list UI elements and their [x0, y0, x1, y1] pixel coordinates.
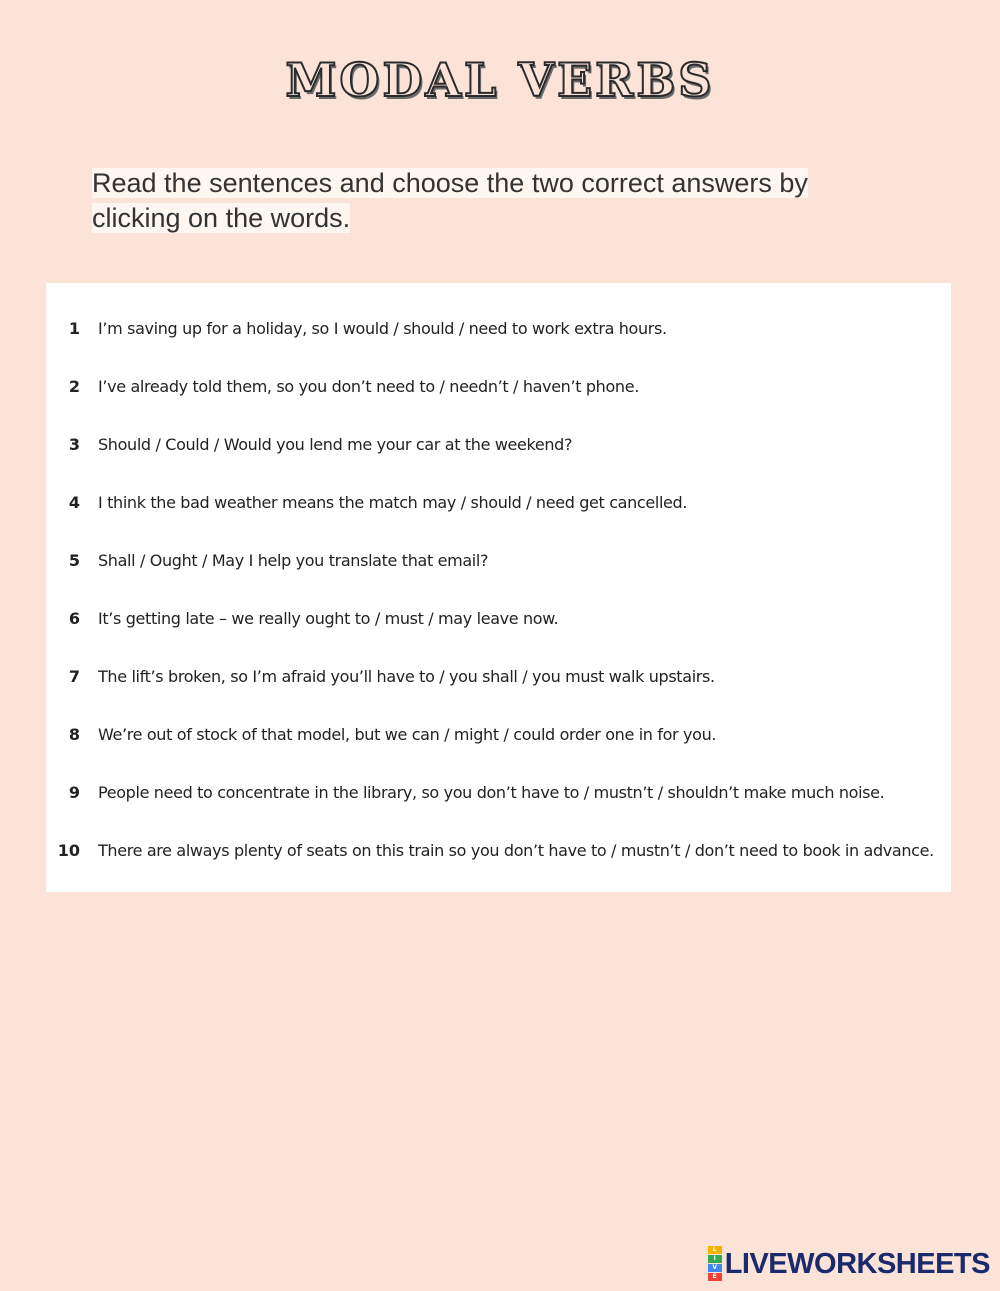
exercise-card — [46, 283, 951, 892]
item-text[interactable]: I’m saving up for a holiday, so I would / should / need to work extra hours. — [98, 318, 667, 338]
sentence-item-5[interactable] — [46, 531, 951, 589]
item-text[interactable]: There are always plenty of seats on this train so you don’t have to / mustn’t / don’t need to book in advance. — [98, 840, 934, 860]
item-number: 3 — [68, 434, 80, 454]
logo-icon-block-e: E — [708, 1273, 722, 1281]
instruction-text-highlight: Read the sentences and choose the two correct answers by clicking on the words. — [92, 168, 808, 233]
sentence-item-1[interactable] — [46, 299, 951, 357]
item-number: 1 — [68, 318, 80, 338]
sentence-item-6[interactable] — [46, 589, 951, 647]
logo-icon-block-l: L — [708, 1246, 722, 1254]
sentence-item-2[interactable] — [46, 357, 951, 415]
item-text[interactable]: I think the bad weather means the match may / should / need get cancelled. — [98, 492, 688, 512]
item-text[interactable]: We’re out of stock of that model, but we can / might / could order one in for you. — [98, 724, 717, 744]
logo-icon-block-v: V — [708, 1264, 722, 1272]
item-number: 10 — [57, 840, 80, 860]
item-number: 5 — [68, 550, 80, 570]
logo-text: LIVEWORKSHEETS — [724, 1248, 990, 1280]
item-number: 4 — [68, 492, 80, 512]
item-number: 9 — [68, 782, 80, 802]
item-number: 6 — [68, 608, 80, 628]
item-number: 2 — [68, 376, 80, 396]
sentence-list — [46, 299, 951, 879]
item-text[interactable]: Should / Could / Would you lend me your car at the weekend? — [98, 434, 573, 454]
logo-icon — [708, 1246, 722, 1282]
sentence-item-9[interactable] — [46, 763, 951, 821]
item-number: 7 — [68, 666, 80, 686]
item-number: 8 — [68, 724, 80, 744]
page-title: MODAL VERBS — [285, 53, 715, 107]
sentence-item-10[interactable] — [46, 821, 951, 879]
liveworksheets-logo[interactable] — [708, 1246, 990, 1282]
instruction-text — [92, 166, 882, 236]
sentence-item-8[interactable] — [46, 705, 951, 763]
item-text[interactable]: People need to concentrate in the library, so you don’t have to / mustn’t / shouldn’t make much noise. — [98, 782, 885, 802]
logo-icon-block-i: I — [708, 1255, 722, 1263]
sentence-item-3[interactable] — [46, 415, 951, 473]
item-text[interactable]: Shall / Ought / May I help you translate that email? — [98, 550, 489, 570]
sentence-item-7[interactable] — [46, 647, 951, 705]
sentence-item-4[interactable] — [46, 473, 951, 531]
item-text[interactable]: It’s getting late – we really ought to / must / may leave now. — [98, 608, 559, 628]
item-text[interactable]: I’ve already told them, so you don’t need to / needn’t / haven’t phone. — [98, 376, 639, 396]
item-text[interactable]: The lift’s broken, so I’m afraid you’ll have to / you shall / you must walk upstairs. — [98, 666, 715, 686]
